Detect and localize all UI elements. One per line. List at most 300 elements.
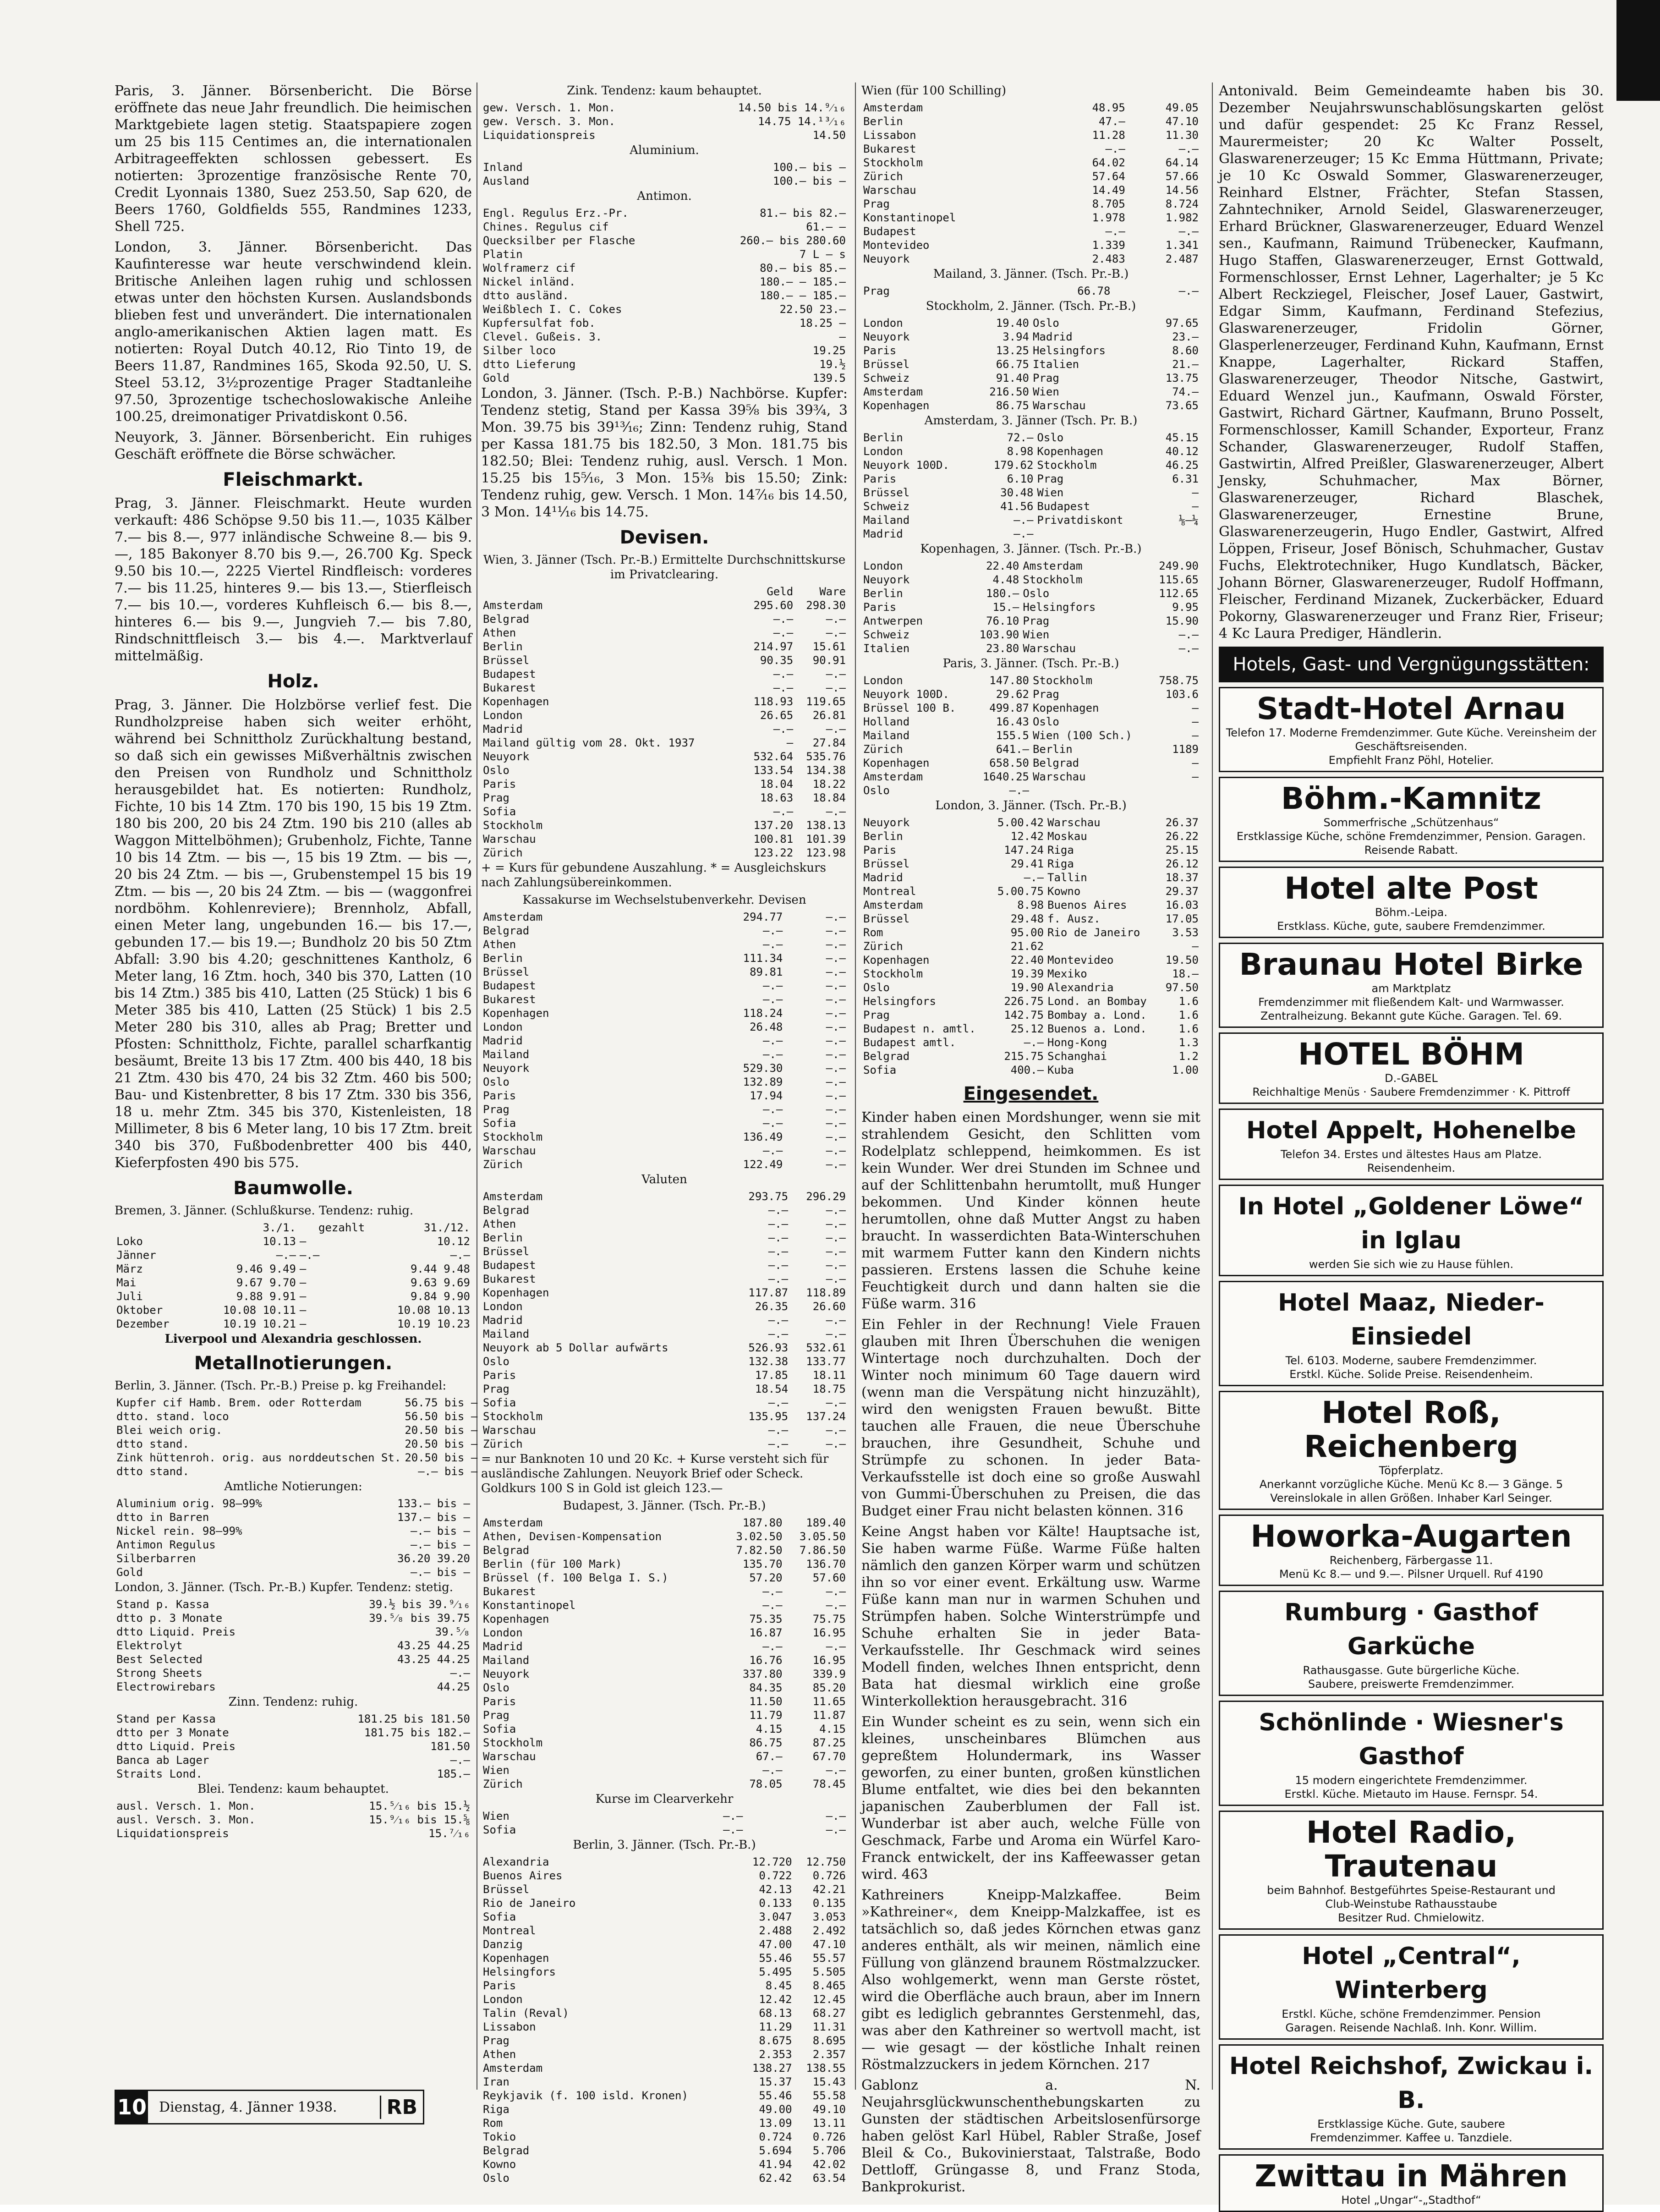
table-cell: 123.22 xyxy=(753,846,794,859)
table-row xyxy=(861,770,1200,784)
zinc-heading: Zink. Tendenz: kaum behauptet. xyxy=(567,84,762,98)
table-cell: —.— xyxy=(826,1396,846,1409)
table-row xyxy=(481,2089,848,2102)
table-row xyxy=(481,1965,848,1979)
table-row xyxy=(481,2130,848,2144)
table-cell: Lissabon xyxy=(483,2020,536,2033)
table-row xyxy=(861,371,1200,385)
hotel-ad-name: Hotel Maaz, Nieder-Einsiedel xyxy=(1278,1289,1545,1350)
table-cell: Brüssel xyxy=(483,1245,530,1258)
table-cell: 2.353 xyxy=(759,2048,792,2061)
table-cell: Stockholm xyxy=(1023,573,1083,586)
table-row xyxy=(861,559,1200,573)
table-row xyxy=(481,1410,848,1423)
hotel-ad xyxy=(1219,1701,1604,1806)
submitted-notice: Keine Angst haben vor Kälte! Hauptsache ist, Sie haben warme Füße. Warme Füße halten nämlich den ganzen Körper warm und schützen ihn so vor einer event. Erkältung usw. Warme Füße kann man nur in warmen Schuhen und Strümpfen haben. Solche Winterstrümpfe und Schuhe erhalten Sie in jeder Bata-Verkaufsstelle. Ihr Geschmack wird seines Modell finden, welches Ihnen entspricht, denn Bata hat diesmal wirklich eine große Winterkollektion herausgebracht. 316 xyxy=(861,1524,1200,1709)
table-cell: 100.81 xyxy=(753,833,794,845)
table-cell: Montevideo xyxy=(1047,954,1114,966)
table-cell: Sofia xyxy=(483,1396,516,1409)
table-row xyxy=(481,1437,848,1451)
table-cell: —.— xyxy=(826,1062,846,1075)
table-cell: 11.29 xyxy=(759,2020,792,2033)
table-row xyxy=(861,472,1200,486)
table-cell: London xyxy=(483,1993,523,2006)
table-cell: Tallin xyxy=(1047,871,1087,884)
table-cell: Paris xyxy=(483,778,516,790)
zinc-table xyxy=(481,101,848,142)
table-cell: 10.08 10.11 xyxy=(223,1304,296,1317)
table-row xyxy=(481,1924,848,1938)
table-cell: Banca ab Lager xyxy=(116,1754,209,1767)
table-cell: 11.87 xyxy=(812,1709,846,1722)
table-cell: Bukarest xyxy=(483,993,536,1006)
table-cell: —.— xyxy=(768,1314,789,1327)
table-row xyxy=(861,211,1200,225)
table-row xyxy=(861,967,1200,981)
table-cell: Berlin (für 100 Mark) xyxy=(483,1558,622,1570)
table-row xyxy=(481,736,848,750)
table-row xyxy=(481,1695,848,1708)
table-cell: —.— xyxy=(450,1249,470,1262)
table-cell: Warschau xyxy=(1047,816,1101,829)
table-cell: Iran xyxy=(483,2075,510,2088)
table-row xyxy=(481,1313,848,1327)
table-cell: Prag xyxy=(483,791,510,804)
table-cell: Buenos a. Lond. xyxy=(1047,1022,1147,1035)
table-cell: Gold xyxy=(116,1566,143,1579)
table-cell: 39.⁵⁄₈ xyxy=(435,1625,470,1638)
table-cell: Mailand xyxy=(863,729,910,742)
table-cell: 5.00.42 xyxy=(997,816,1044,829)
table-cell: 36.20 39.20 xyxy=(397,1552,470,1565)
table-cell: Aluminium orig. 98—99% xyxy=(116,1497,262,1510)
table-cell: 181.75 bis 182.— xyxy=(364,1726,470,1739)
table-cell: 3.94 xyxy=(1003,330,1029,343)
table-cell: Oslo xyxy=(863,784,890,797)
table-cell: London xyxy=(483,1300,523,1313)
table-cell: —.— xyxy=(1178,642,1199,655)
hotel-ad-line: Besitzer Rud. Chmielowitz. xyxy=(1337,1911,1485,1924)
table-cell: —.— xyxy=(773,626,794,639)
table-cell: Schweiz xyxy=(863,500,910,513)
table-cell: 84.35 xyxy=(749,1681,783,1694)
table-cell: Paris xyxy=(863,344,897,357)
table-header-cell: 3./1. xyxy=(263,1221,296,1234)
clearing-heading: Kurse im Clearverkehr xyxy=(595,1792,734,1806)
table-cell: dtto. stand. loco xyxy=(116,1410,229,1423)
table-row xyxy=(115,1451,479,1465)
table-cell: 526.93 xyxy=(748,1341,789,1354)
table-cell: —.— xyxy=(276,1249,296,1262)
table-cell: 117.87 xyxy=(748,1286,789,1299)
table-row xyxy=(481,344,848,357)
table-cell: 39.⁵⁄₈ bis 39.75 xyxy=(369,1612,470,1625)
table-cell: —.— xyxy=(826,1424,846,1437)
vienna-schilling-table xyxy=(861,101,1200,266)
table-row xyxy=(861,729,1200,742)
table-row xyxy=(481,1626,848,1640)
table-row xyxy=(481,1667,848,1681)
table-cell: Warschau xyxy=(483,1144,536,1157)
table-cell: 55.46 xyxy=(759,2089,792,2102)
table-cell: Chines. Regulus cif xyxy=(483,220,609,233)
table-cell: Brüssel 100 B. xyxy=(863,702,956,714)
table-row xyxy=(115,1726,472,1740)
table-cell: Italien xyxy=(863,642,910,655)
table-cell: Helsingfors xyxy=(1023,601,1096,614)
table-row xyxy=(861,115,1200,128)
table-cell: 15.⁵⁄₁₆ bis 15.½ xyxy=(369,1800,470,1812)
table-cell: —.— xyxy=(768,1273,789,1285)
table-cell: — xyxy=(299,1262,307,1275)
table-cell: Blei weich orig. xyxy=(116,1424,223,1437)
table-cell: 180.— xyxy=(986,587,1019,600)
table-cell: 115.65 xyxy=(1159,573,1199,586)
hotel-ad xyxy=(1219,777,1604,862)
table-cell: Wolframerz cif xyxy=(483,262,576,274)
table-cell: 26.37 xyxy=(1165,816,1199,829)
table-cell: 61.— — xyxy=(806,220,846,233)
table-row xyxy=(115,1740,472,1753)
table-cell: 78.45 xyxy=(812,1778,846,1790)
table-cell: 26.60 xyxy=(812,1300,846,1313)
table-cell: ausl. Versch. 1. Mon. xyxy=(116,1800,256,1812)
table-cell: — xyxy=(299,1317,307,1330)
table-cell: Warschau xyxy=(1032,399,1086,412)
table-row xyxy=(861,385,1200,399)
table-cell: Montreal xyxy=(863,885,916,898)
table-cell: Ausland xyxy=(483,175,530,187)
table-cell: — xyxy=(839,330,846,343)
table-cell: 29.41 xyxy=(1010,857,1044,870)
table-cell: —.— xyxy=(826,1823,846,1836)
table-row xyxy=(115,1235,472,1248)
table-cell: 1.2 xyxy=(1178,1050,1199,1063)
table-cell xyxy=(1035,527,1152,541)
table-cell: Athen xyxy=(483,2048,516,2061)
table-row xyxy=(115,1625,472,1639)
table-cell: 3.53 xyxy=(1172,926,1199,939)
table-cell: 43.25 44.25 xyxy=(397,1639,470,1652)
table-cell: 6.10 xyxy=(1007,472,1034,485)
table-cell: London xyxy=(483,1626,523,1639)
table-cell: 179.62 xyxy=(993,459,1034,472)
table-cell: 0.722 xyxy=(759,1869,792,1882)
table-cell: —.— xyxy=(826,1314,846,1327)
submitted-notice: Ein Fehler in der Rechnung! Viele Frauen glauben mit Ihren Überschuhen die wenigen Wintertage noch durchzuhalten. Doch der Winter noch minimum 60 Tage dauern wird (wenn man die Verspätung nicht hinzuzählt), wird den wenigsten Frauen bewußt. Bitte tauchen alle Frauen, die neue Überschuhe brauchen, ihre Gesundheit, Schuhe und Strümpfe zu schonen. In jeder Bata-Verkaufsstelle ist doch eine so große Auswahl von Gummi-Überschuhen zu Preisen, die das Budget einer Frau nicht belasten können. 316 xyxy=(861,1317,1200,1519)
table-row xyxy=(481,695,848,708)
hotel-ad-line: Telefon 17. Moderne Fremdenzimmer. Gute Küche. Vereinsheim der Geschäftsreisenden. xyxy=(1226,726,1597,753)
table-cell: —.— xyxy=(773,668,794,681)
table-cell: 111.34 xyxy=(743,952,783,965)
table-cell: 64.02 xyxy=(1092,156,1125,169)
table-cell: 10.08 10.13 xyxy=(397,1304,470,1317)
table-row xyxy=(481,128,848,142)
london-copper-heading: London, 3. Jänner. (Tsch. Pr.-B.) Kupfer. Tendenz: stetig. xyxy=(115,1581,454,1594)
table-cell: Bukarest xyxy=(483,1585,536,1598)
table-cell: 8.465 xyxy=(812,1979,846,1992)
section-heading: Holz. xyxy=(267,671,319,692)
table-cell: 100.— bis — xyxy=(773,175,846,187)
hotel-ad-line: Erstkl. Küche. Mietauto im Hause. Fernspr. 54. xyxy=(1284,1788,1538,1800)
table-row xyxy=(861,871,1200,884)
table-row xyxy=(481,924,848,938)
table-cell: 294.77 xyxy=(743,911,783,923)
hotel-ad-line: Garagen. Reisende Nachlaß. Inh. Konr. Willim. xyxy=(1285,2021,1537,2034)
table-row xyxy=(481,1396,848,1410)
table-cell: Oslo xyxy=(1032,317,1059,329)
table-row xyxy=(481,234,848,247)
table-cell: 57.20 xyxy=(749,1571,783,1584)
table-cell: —.— bis — xyxy=(410,1566,470,1579)
valuta-table xyxy=(481,1190,848,1451)
table-cell: London xyxy=(863,445,903,458)
table-cell: 133.54 xyxy=(753,764,794,777)
table-cell: 122.49 xyxy=(743,1158,783,1171)
table-row xyxy=(861,687,1200,701)
table-cell: 90.35 xyxy=(760,654,794,667)
hotel-ad xyxy=(1219,1032,1604,1104)
table-row xyxy=(861,344,1200,357)
hotel-ad-line: Erstklassige Küche, schöne Fremdenzimmer, Pension. Garagen. Reisende Rabatt. xyxy=(1236,830,1586,856)
table-row xyxy=(481,1286,848,1300)
table-row xyxy=(115,1799,472,1813)
table-cell: —.— xyxy=(826,805,846,818)
table-cell: Bombay a. Lond. xyxy=(1047,1009,1147,1021)
table-cell: —.— xyxy=(1014,527,1034,540)
table-cell: Wien xyxy=(1037,486,1064,499)
table-cell: —.— xyxy=(826,1231,846,1244)
table-cell: 56.50 bis — xyxy=(405,1410,478,1423)
column-currency-tables xyxy=(481,82,848,2185)
table-cell: 17.85 xyxy=(755,1369,789,1382)
table-cell: 12.750 xyxy=(806,1855,846,1868)
table-cell: 12.42 xyxy=(759,1993,792,2006)
table-row xyxy=(861,284,1200,298)
cotton-table xyxy=(115,1221,472,1331)
table-cell: —.— xyxy=(763,1144,783,1157)
hotel-ad-name: Zwittau in Mähren xyxy=(1255,2158,1568,2194)
table-cell: —.— xyxy=(826,626,846,639)
hotel-ad-line: Erstkl. Küche. Solide Preise. Reisendenheim. xyxy=(1289,1368,1533,1381)
table-row xyxy=(481,1006,848,1020)
table-cell: Madrid xyxy=(1032,330,1073,343)
table-row xyxy=(481,115,848,128)
table-cell: 57.60 xyxy=(812,1571,846,1584)
table-cell: Warschau xyxy=(863,184,916,197)
table-row xyxy=(861,183,1200,197)
table-row xyxy=(481,1951,848,1965)
table-cell: 2.488 xyxy=(759,1924,792,1937)
table-cell: Alexandria xyxy=(483,1855,549,1868)
table-row xyxy=(861,628,1200,642)
vienna-heading: Wien, 3. Jänner (Tsch. Pr.-B.) Ermittelte Durchschnittskurse im Privatclearing. xyxy=(483,553,846,582)
table-cell: Amsterdam xyxy=(863,101,923,114)
table-cell: Paris xyxy=(863,844,897,856)
table-row xyxy=(861,527,1200,541)
table-row xyxy=(481,1708,848,1722)
table-row xyxy=(861,926,1200,939)
table-cell: Budapest xyxy=(1037,500,1090,513)
copenhagen-heading: Kopenhagen, 3. Jänner. (Tsch. Pr.-B.) xyxy=(920,542,1142,556)
table-cell: Konstantinopel xyxy=(483,1599,576,1612)
hotel-ad-line: Hotel „Ungar“-„Stadthof“ xyxy=(1341,2194,1481,2207)
table-row xyxy=(481,1327,848,1341)
table-row xyxy=(481,612,848,626)
table-cell: dtto Liquid. Preis xyxy=(116,1740,236,1753)
hotel-ad-name: Howorka-Augarten xyxy=(1250,1519,1572,1554)
table-cell: —.— xyxy=(826,1328,846,1340)
table-cell: — xyxy=(1192,715,1199,728)
clearing-table xyxy=(481,1809,848,1837)
table-cell: 112.65 xyxy=(1159,587,1199,600)
table-cell: 13.75 xyxy=(1165,372,1199,384)
hotel-ad-line: Sommerfrische „Schützenhaus“ xyxy=(1323,816,1499,829)
table-cell: 7 L — s xyxy=(799,248,846,261)
table-cell: 56.75 bis — xyxy=(405,1396,478,1409)
table-row xyxy=(481,1245,848,1258)
table-cell: — xyxy=(1192,770,1199,783)
table-cell: 20.50 bis — xyxy=(405,1424,478,1437)
hotel-ad xyxy=(1219,867,1604,938)
table-cell: 17.05 xyxy=(1165,912,1199,925)
table-row xyxy=(115,1552,472,1565)
table-cell: Sofia xyxy=(483,805,516,818)
table-row xyxy=(861,600,1200,614)
table-cell: Madrid xyxy=(863,871,903,884)
table-row xyxy=(481,1158,848,1171)
table-row xyxy=(481,1116,848,1130)
table-cell: Belgrad xyxy=(483,2144,530,2157)
table-row xyxy=(861,701,1200,715)
table-cell: —.— xyxy=(1178,285,1199,297)
table-cell xyxy=(1150,784,1200,797)
table-cell: Nickel inländ. xyxy=(483,275,576,288)
table-row xyxy=(115,1712,472,1726)
table-cell: Madrid xyxy=(863,527,903,540)
table-cell: —.— xyxy=(723,1810,743,1822)
table-cell: Zürich xyxy=(483,1778,523,1790)
budapest-heading: Budapest, 3. Jänner. (Tsch. Pr.-B.) xyxy=(563,1499,766,1513)
table-cell: Privatdiskont xyxy=(1037,514,1123,527)
table-cell: 44.25 xyxy=(437,1680,470,1693)
table-cell: 8.98 xyxy=(1007,445,1034,458)
table-row xyxy=(481,626,848,640)
table-cell: Talin (Reval) xyxy=(483,2007,569,2020)
table-cell: 49.10 xyxy=(812,2103,846,2116)
table-row xyxy=(481,1653,848,1667)
table-cell: Oslo xyxy=(483,1355,510,1368)
table-cell: Berlin xyxy=(483,952,523,965)
column-notices-and-ads xyxy=(1219,82,1604,2207)
table-header-row xyxy=(115,1221,472,1235)
table-cell: 75.75 xyxy=(812,1613,846,1625)
table-cell: 91.40 xyxy=(996,372,1029,384)
table-row xyxy=(481,1423,848,1437)
table-row xyxy=(115,1248,472,1262)
table-cell: —.— xyxy=(826,1810,846,1822)
hotel-ad xyxy=(1219,1281,1604,1386)
table-row xyxy=(861,142,1200,156)
table-row xyxy=(481,640,848,653)
table-row xyxy=(481,1557,848,1571)
table-cell: —.— xyxy=(826,924,846,937)
table-cell: Best Selected xyxy=(116,1653,203,1666)
table-cell: —.— xyxy=(826,1245,846,1258)
table-row xyxy=(115,1510,472,1524)
table-cell: 3.05.50 xyxy=(799,1530,846,1543)
table-cell: 4.15 xyxy=(756,1723,783,1735)
table-cell: 30.48 xyxy=(1000,486,1034,499)
table-cell: Schweiz xyxy=(863,372,910,384)
table-cell: Budapest n. amtl. xyxy=(863,1022,976,1035)
table-cell: 180.— — 185.— xyxy=(760,289,846,302)
table-cell: —.— xyxy=(768,1218,789,1230)
table-row xyxy=(115,1639,472,1652)
table-row xyxy=(481,832,848,846)
table-cell: Amsterdam xyxy=(863,385,923,398)
table-cell: Moskau xyxy=(1047,830,1087,843)
table-cell: 1.982 xyxy=(1165,211,1199,224)
table-cell: 11.79 xyxy=(749,1709,783,1722)
table-row xyxy=(861,1036,1200,1049)
table-cell: 19.39 xyxy=(1010,967,1044,980)
table-cell: 1.341 xyxy=(1165,239,1199,252)
table-cell: —.— xyxy=(826,1273,846,1285)
table-cell: — xyxy=(299,1235,307,1248)
table-cell: Warschau xyxy=(483,833,536,845)
hotel-ad-name: Hotel Roß, Reichenberg xyxy=(1304,1395,1518,1464)
table-cell: —.— xyxy=(826,1131,846,1143)
table-row xyxy=(481,1681,848,1695)
table-row xyxy=(481,1640,848,1653)
table-cell: 5.505 xyxy=(812,1965,846,1978)
table-cell: 8.45 xyxy=(765,1979,792,1992)
table-cell: —.— xyxy=(826,1218,846,1230)
table-cell: —.— bis — xyxy=(410,1525,470,1537)
table-cell: 25.12 xyxy=(1010,1022,1044,1035)
table-cell: 532.64 xyxy=(753,750,794,763)
table-row xyxy=(861,330,1200,344)
table-cell: — xyxy=(1192,729,1199,742)
table-cell: 48.95 xyxy=(1092,101,1125,114)
table-cell: Belgrad xyxy=(483,613,530,626)
hotel-ad-name: Hotel „Central“, Winterberg xyxy=(1302,1943,1521,2004)
table-cell: London xyxy=(863,560,903,572)
table-cell: Buenos Aires xyxy=(483,1869,563,1882)
table-cell: —.— bis — xyxy=(410,1538,470,1551)
table-cell: 8.724 xyxy=(1165,198,1199,210)
table-cell: 18.04 xyxy=(760,778,794,790)
table-cell: —.— bis — xyxy=(418,1465,478,1478)
section-heading: Baumwolle. xyxy=(233,1178,353,1199)
table-row xyxy=(481,681,848,695)
table-cell: 181.25 bis 181.50 xyxy=(357,1713,470,1725)
table-row xyxy=(861,316,1200,330)
table-row xyxy=(861,431,1200,445)
table-cell: Montevideo xyxy=(863,239,930,252)
table-cell: — xyxy=(299,1276,307,1289)
table-cell: —.— xyxy=(450,1754,470,1767)
table-cell: —.— xyxy=(826,938,846,951)
table-cell: Stockholm xyxy=(483,1736,543,1749)
table-row xyxy=(115,1465,479,1478)
table-cell: 295.60 xyxy=(753,599,794,612)
aluminium-table xyxy=(481,160,848,188)
table-cell: 97.50 xyxy=(1165,981,1199,994)
table-cell: —.— xyxy=(826,979,846,992)
table-row xyxy=(481,805,848,818)
